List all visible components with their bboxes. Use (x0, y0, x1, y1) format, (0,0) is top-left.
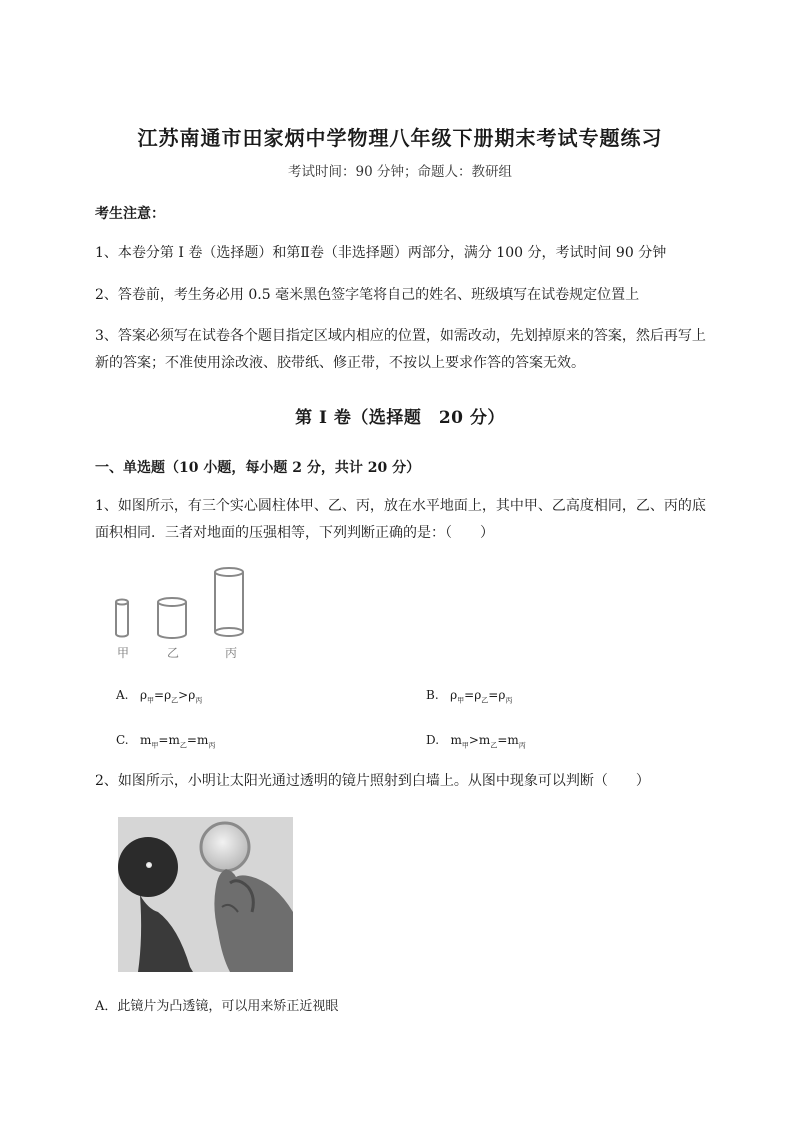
symbol: m (196, 733, 209, 747)
question-1-stem: 1、如图所示，有三个实心圆柱体甲、乙、丙，放在水平地面上，其中甲、乙高度相同，乙、丙的底面积相同．三者对地面的压强相等，下列判断正确的是：（ ） (95, 498, 706, 541)
operator: = (186, 733, 197, 747)
label-bing: 丙 (225, 646, 238, 660)
subscript: 丙 (518, 741, 526, 750)
option-letter: B. (426, 688, 439, 702)
notice-item-2: 2、答卷前，考生务必用 0.5 毫米黑色签字笔将自己的姓名、班级填写在试卷规定位置上 (95, 287, 640, 303)
exam-info: 考试时间：90 分钟；命题人：教研组 (288, 164, 512, 180)
question-2-option-a[interactable]: A．此镜片为凸透镜，可以用来矫正近视眼 (95, 999, 339, 1014)
symbol: ρ (474, 688, 482, 702)
symbol: m (140, 733, 152, 747)
notice-item-1: 1、本卷分第 I 卷（选择题）和第Ⅱ卷（非选择题）两部分，满分 100 分，考试时间 90 分钟 (95, 245, 667, 261)
symbol: ρ (164, 688, 172, 702)
symbol: ρ (498, 688, 506, 702)
operator: = (464, 688, 475, 702)
subscript: 甲 (147, 696, 154, 705)
operator: > (468, 733, 479, 747)
symbol: ρ (139, 688, 147, 702)
option-c[interactable] (116, 733, 215, 750)
subscript: 丙 (195, 696, 203, 705)
subscript: 丙 (505, 696, 513, 705)
operator: = (488, 688, 499, 702)
subscript: 乙 (171, 696, 179, 705)
symbol: m (478, 733, 491, 747)
subscript: 乙 (179, 741, 187, 750)
subscript: 乙 (481, 696, 489, 705)
part-heading: 一、单选题（10 小题，每小题 2 分，共计 20 分） (95, 460, 421, 476)
option-letter: A. (116, 688, 129, 702)
operator: = (497, 733, 508, 747)
section-title: 第 I 卷（选择题 20 分） (295, 408, 505, 428)
operator: = (158, 733, 169, 747)
lens-photo (118, 817, 293, 972)
operator: = (154, 688, 165, 702)
cylinder-jia (116, 600, 128, 637)
option-letter: C. (116, 733, 129, 747)
question-2-stem: 2、如图所示，小明让太阳光通过透明的镜片照射到白墙上。从图中现象可以判断（ ） (95, 773, 650, 789)
symbol: m (507, 733, 519, 747)
notice-heading: 考生注意： (95, 206, 165, 222)
label-yi: 乙 (167, 646, 180, 660)
subscript: 甲 (461, 741, 469, 750)
label-jia: 甲 (117, 646, 130, 660)
symbol: m (168, 733, 180, 747)
cylinder-yi (158, 598, 186, 638)
symbol: m (450, 733, 462, 747)
subscript: 丙 (208, 741, 216, 750)
cylinder-bing (215, 568, 243, 636)
subscript: 甲 (151, 741, 159, 750)
option-b[interactable] (426, 688, 512, 705)
option-a[interactable] (116, 688, 202, 705)
subscript: 乙 (490, 741, 498, 750)
symbol: ρ (188, 688, 196, 702)
notice-item-3: 3、答案必须写在试卷各个题目指定区域内相应的位置，如需改动，先划掉原来的答案，然后再写上新的答案；不准使用涂改液、胶带纸、修正带，不按以上要求作答的答案无效。 (95, 328, 706, 371)
page-title: 江苏南通市田家炳中学物理八年级下册期末考试专题练习 (137, 126, 663, 150)
option-d[interactable] (426, 733, 526, 750)
symbol: ρ (450, 688, 458, 702)
option-letter: D. (426, 733, 440, 747)
subscript: 甲 (457, 696, 465, 705)
operator: > (178, 688, 189, 702)
